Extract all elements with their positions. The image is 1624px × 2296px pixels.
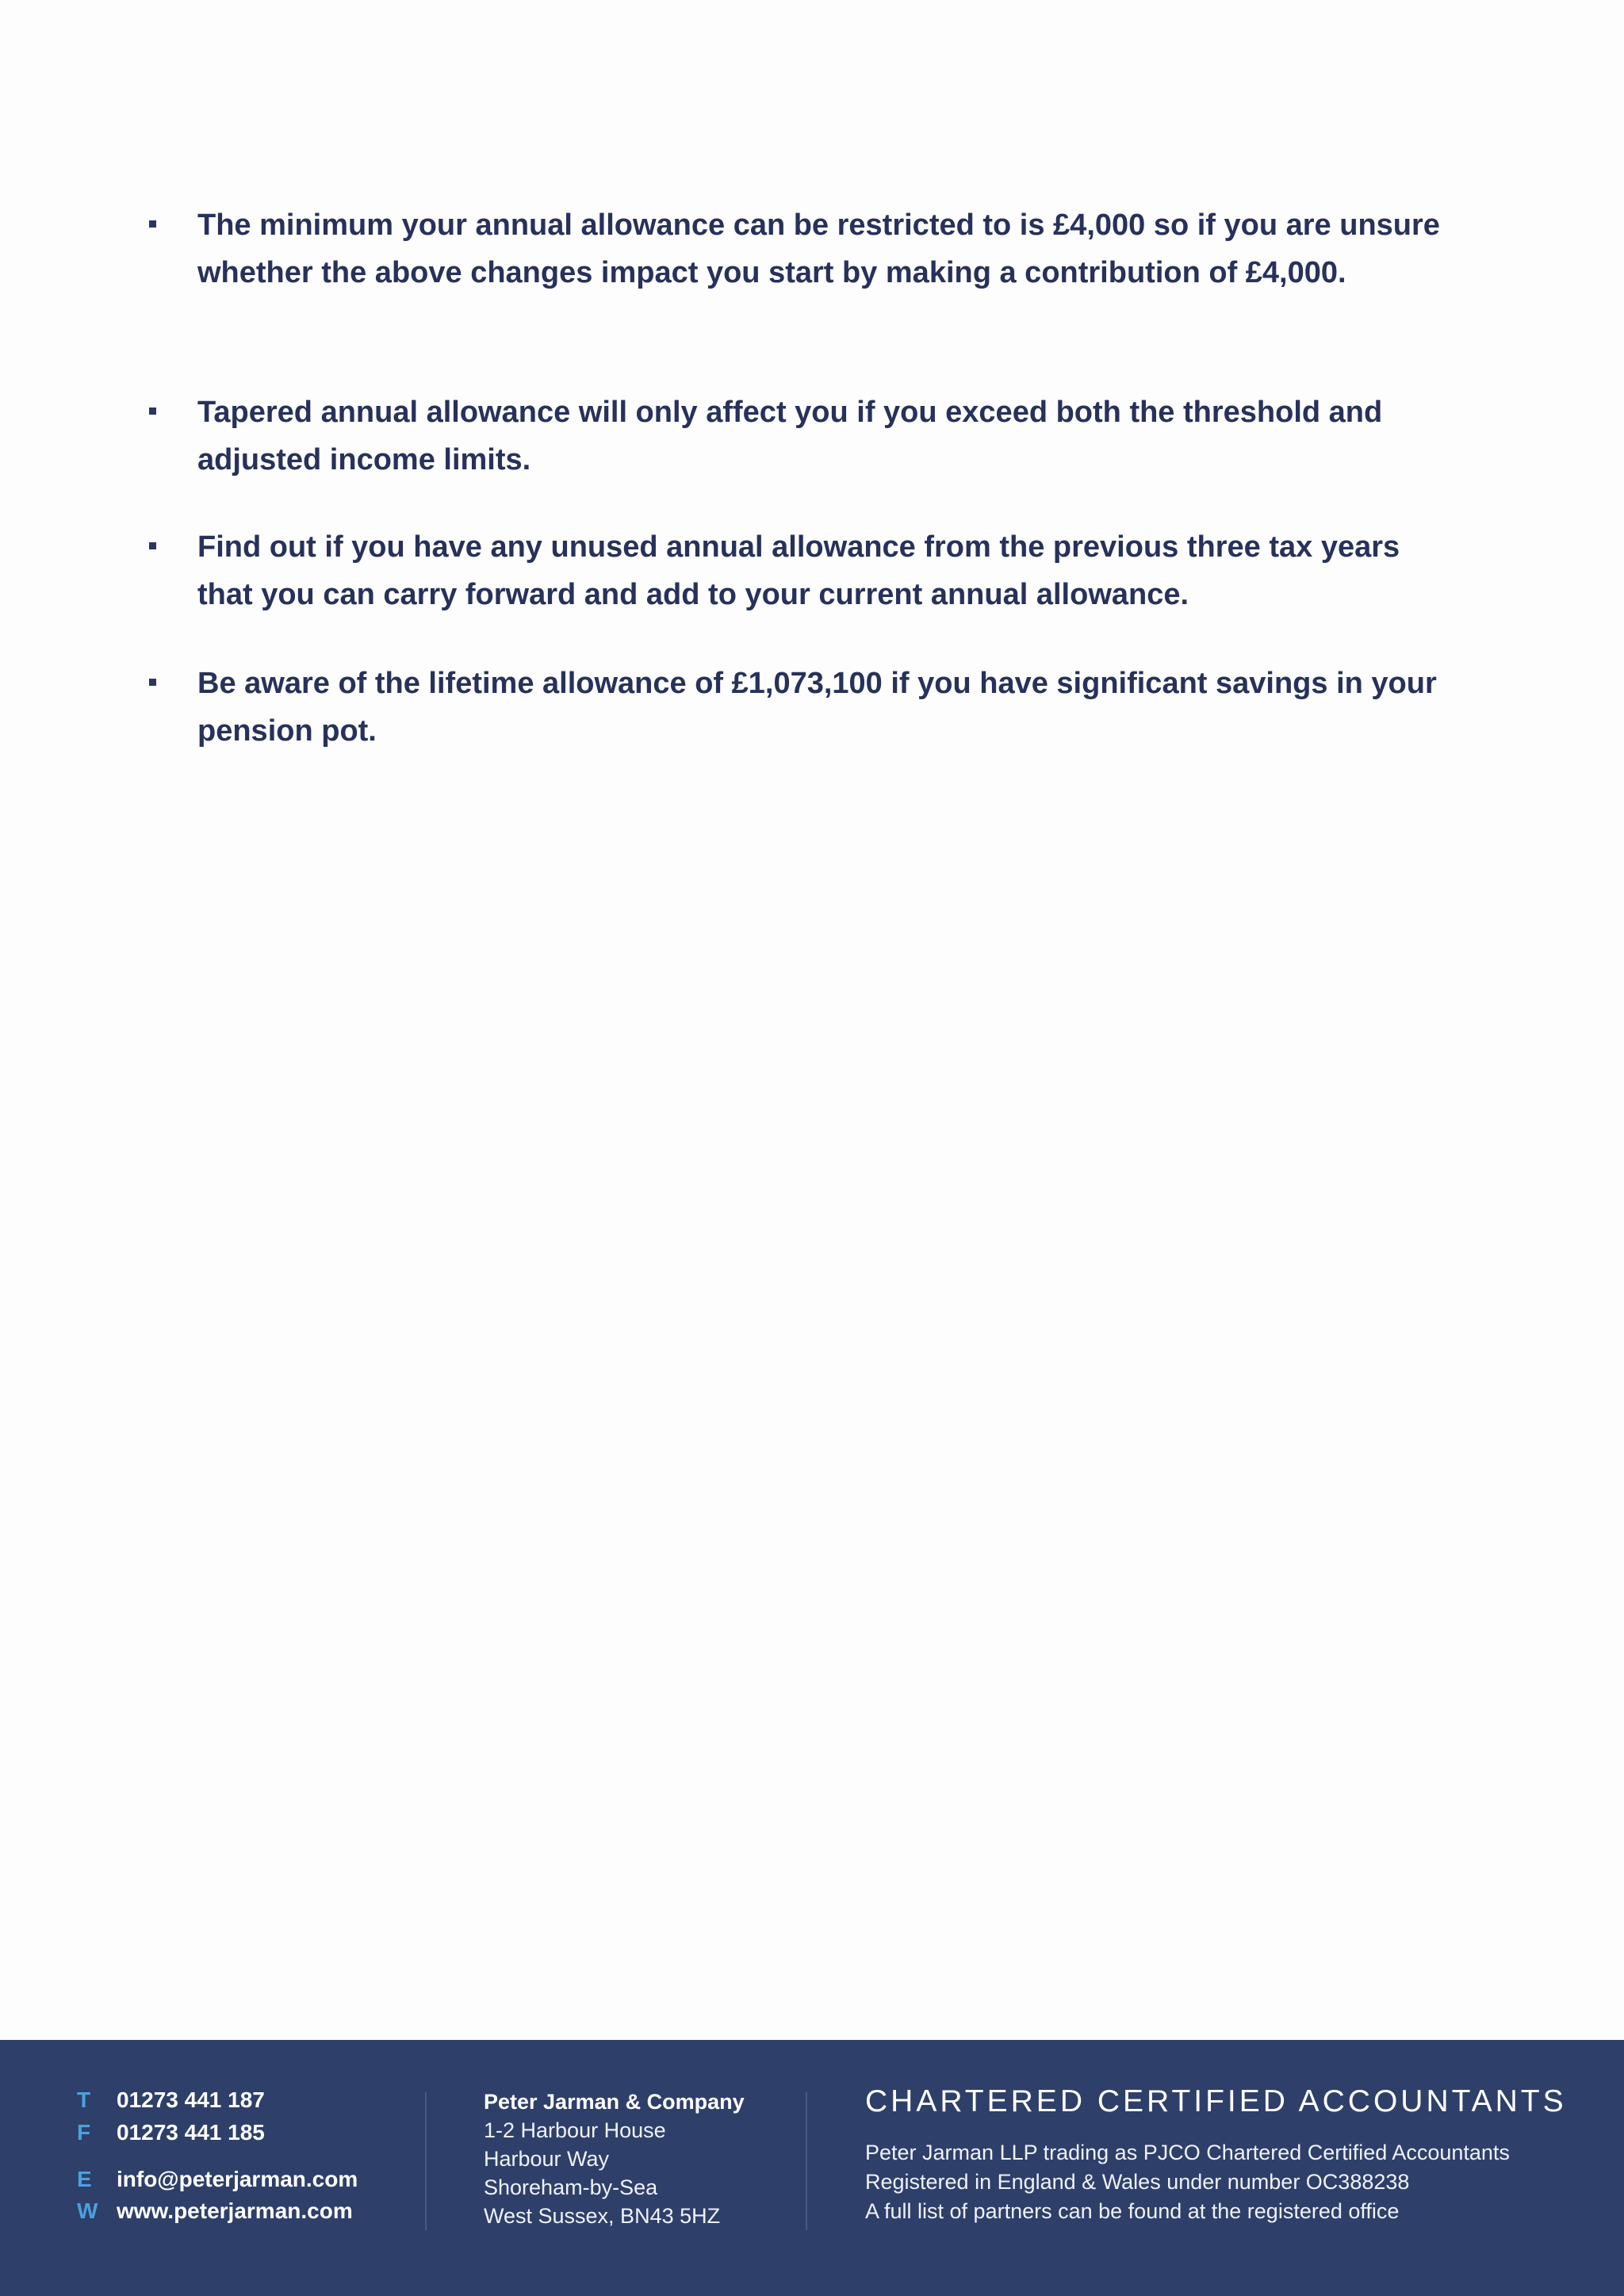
bullet-item [149,523,1450,618]
bullet-item [149,201,1450,297]
bullet-item [149,660,1450,755]
bullet-text: Tapered annual allowance will only affect you if you exceed both the threshold and adjusted income limits. [197,396,1383,476]
contact-label-w: W [77,2198,98,2223]
contact-label-e: E [77,2167,92,2191]
footer-divider [806,2092,807,2230]
contact-label-f: F [77,2120,91,2145]
legal-line: A full list of partners can be found at the registered office [865,2199,1400,2223]
website-link[interactable]: www.peterjarman.com [117,2198,353,2223]
contact-email [77,2167,358,2192]
contact-label-t: T [77,2087,91,2112]
tagline: CHARTERED CERTIFIED ACCOUNTANTS [865,2084,1567,2118]
bullet-marker [149,408,156,415]
legal-notice [865,2138,1510,2226]
bullet-marker [149,220,156,228]
contact-fax [77,2120,265,2145]
bullet-text: Be aware of the lifetime allowance of £1,073,100 if you have significant savings in your pension pot. [197,667,1437,748]
bullet-text: Find out if you have any unused annual allowance from the previous three tax years that you can carry forward and add to your current annual allowance. [197,530,1400,611]
email-link[interactable]: info@peterjarman.com [117,2167,358,2191]
fax-number: 01273 441 185 [117,2120,265,2145]
footer-divider [425,2092,427,2230]
bullet-item [149,388,1450,484]
company-name: Peter Jarman & Company [484,2090,745,2114]
address-line: Shoreham-by-Sea [484,2175,658,2199]
address-line: West Sussex, BN43 5HZ [484,2204,721,2228]
footer [0,2040,1624,2296]
contact-website [77,2198,353,2224]
bullet-text: The minimum your annual allowance can be restricted to is £4,000 so if you are unsure whether the above changes impact you start by making a contribution of £4,000. [197,209,1440,289]
company-address [484,2087,745,2230]
legal-line: Registered in England & Wales under number OC388238 [865,2170,1410,2194]
telephone-number: 01273 441 187 [117,2087,265,2112]
bullet-marker [149,679,156,686]
legal-line: Peter Jarman LLP trading as PJCO Chartered Certified Accountants [865,2141,1510,2164]
address-line: Harbour Way [484,2147,610,2171]
bullet-marker [149,542,156,549]
contact-telephone [77,2087,265,2113]
address-line: 1-2 Harbour House [484,2118,666,2142]
